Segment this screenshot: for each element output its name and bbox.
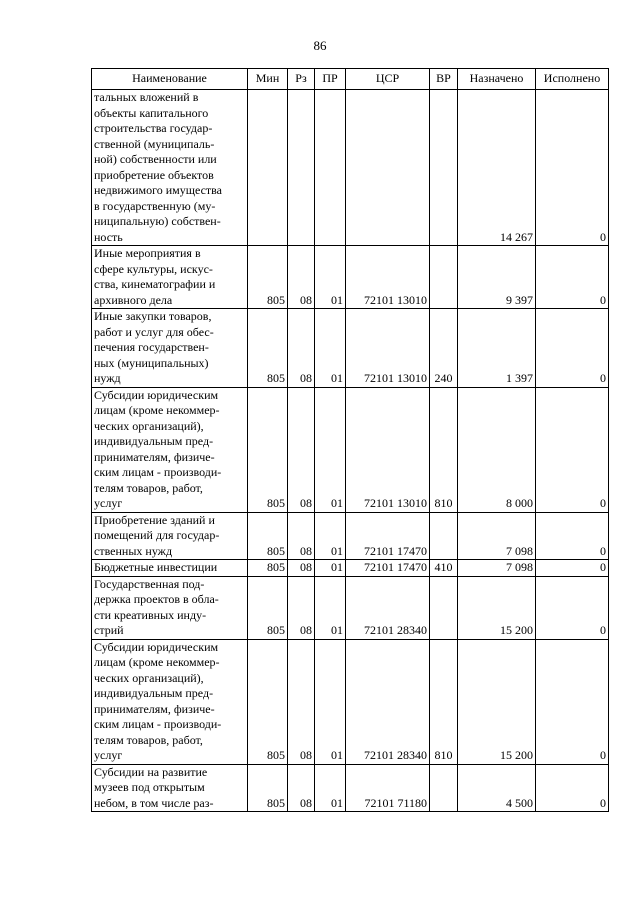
cell-name-line: Бюджетные инвестиции — [94, 560, 218, 574]
header-rz: Рз — [288, 69, 315, 90]
cell-name-line: ственных нужд — [94, 543, 173, 558]
table-row — [92, 246, 609, 309]
cell-executed: 0 — [536, 387, 609, 512]
cell-min: 805 — [248, 576, 288, 639]
cell-name-line: приобретение объектов — [94, 167, 214, 182]
cell-min: 805 — [248, 512, 288, 560]
cell-name-line: лицам (кроме некоммер- — [94, 403, 220, 417]
cell-csr: 72101 13010 — [346, 387, 430, 512]
cell-executed: 0 — [536, 576, 609, 639]
cell-name-line: держка проектов в обла- — [94, 592, 219, 606]
cell-pr: 01 — [315, 764, 346, 812]
cell-executed: 0 — [536, 309, 609, 388]
cell-name-line: Субсидии юридическим — [94, 639, 219, 654]
cell-csr: 72101 13010 — [346, 309, 430, 388]
cell-vr — [430, 246, 458, 309]
cell-assigned: 9 397 — [458, 246, 536, 309]
cell-vr — [430, 90, 458, 246]
cell-csr: 72101 17470 — [346, 560, 430, 577]
cell-name-line: печения государствен- — [94, 340, 209, 354]
cell-pr: 01 — [315, 309, 346, 388]
cell-name-line: принимателям, физиче- — [94, 701, 215, 716]
cell-name-line: нужд — [94, 371, 121, 385]
cell-name-line: услуг — [94, 748, 123, 762]
cell-name-line: Субсидии на развитие — [94, 764, 208, 779]
cell-min: 805 — [248, 639, 288, 764]
cell-name-line: телям товаров, работ, — [94, 732, 203, 747]
cell-name — [92, 560, 248, 577]
cell-name-line: Государственная под- — [94, 576, 205, 591]
cell-pr: 01 — [315, 387, 346, 512]
cell-name-line: помещений для государ- — [94, 528, 220, 542]
cell-name — [92, 639, 248, 764]
cell-rz: 08 — [288, 309, 315, 388]
cell-name-line: сти креативных инду- — [94, 607, 207, 622]
cell-name-line: ных (муниципальных) — [94, 355, 209, 370]
cell-executed: 0 — [536, 560, 609, 577]
cell-assigned: 1 397 — [458, 309, 536, 388]
cell-min: 805 — [248, 246, 288, 309]
cell-executed: 0 — [536, 90, 609, 246]
cell-rz: 08 — [288, 576, 315, 639]
cell-name-line: ность — [94, 229, 123, 244]
cell-rz: 08 — [288, 387, 315, 512]
header-executed: Исполнено — [536, 69, 609, 90]
cell-name-line: музеев под открытым — [94, 780, 205, 794]
cell-name-line: тальных вложений в — [94, 90, 199, 104]
cell-name-line: Приобретение зданий и — [94, 512, 215, 527]
cell-executed: 0 — [536, 764, 609, 812]
header-assigned: Назначено — [458, 69, 536, 90]
cell-assigned: 15 200 — [458, 576, 536, 639]
table-row — [92, 512, 609, 560]
cell-rz — [288, 90, 315, 246]
cell-vr: 240 — [430, 309, 458, 388]
cell-csr: 72101 17470 — [346, 512, 430, 560]
cell-assigned: 4 500 — [458, 764, 536, 812]
cell-name-line: индивидуальным пред- — [94, 686, 214, 700]
header-name: Наименование — [92, 69, 248, 90]
page-number: 86 — [313, 38, 327, 53]
table-row — [92, 639, 609, 764]
cell-rz: 08 — [288, 246, 315, 309]
header-csr: ЦСР — [346, 69, 430, 90]
cell-assigned: 7 098 — [458, 512, 536, 560]
cell-name — [92, 764, 248, 812]
cell-name-line: строительства государ- — [94, 121, 213, 135]
budget-table — [91, 68, 609, 812]
table-row — [92, 90, 609, 246]
cell-rz: 08 — [288, 512, 315, 560]
cell-name-line: принимателям, физиче- — [94, 449, 215, 464]
cell-csr: 72101 28340 — [346, 576, 430, 639]
cell-csr: 72101 13010 — [346, 246, 430, 309]
cell-csr: 72101 71180 — [346, 764, 430, 812]
cell-rz: 08 — [288, 764, 315, 812]
table-row — [92, 387, 609, 512]
cell-name — [92, 309, 248, 388]
cell-name — [92, 512, 248, 560]
cell-min: 805 — [248, 764, 288, 812]
cell-name-line: ским лицам - производи- — [94, 465, 222, 479]
cell-assigned: 8 000 — [458, 387, 536, 512]
cell-name-line: архивного дела — [94, 292, 173, 307]
cell-name — [92, 387, 248, 512]
table-row — [92, 576, 609, 639]
cell-name-line: Иные закупки товаров, — [94, 309, 212, 323]
header-min: Мин — [248, 69, 288, 90]
cell-csr: 72101 28340 — [346, 639, 430, 764]
cell-min — [248, 90, 288, 246]
cell-pr: 01 — [315, 639, 346, 764]
cell-rz: 08 — [288, 639, 315, 764]
header-vr: ВР — [430, 69, 458, 90]
header-pr: ПР — [315, 69, 346, 90]
table-row — [92, 764, 609, 812]
table-body — [92, 90, 609, 812]
cell-executed: 0 — [536, 246, 609, 309]
table-header-row — [92, 69, 609, 90]
cell-name-line: ниципальную) собствен- — [94, 214, 221, 228]
cell-pr: 01 — [315, 246, 346, 309]
cell-pr: 01 — [315, 560, 346, 577]
cell-name-line: ским лицам - производи- — [94, 717, 222, 731]
cell-name-line: индивидуальным пред- — [94, 434, 214, 448]
cell-name-line: в государственную (му- — [94, 198, 216, 213]
table-row — [92, 309, 609, 388]
cell-vr — [430, 764, 458, 812]
cell-name-line: ческих организаций), — [94, 670, 204, 685]
cell-executed: 0 — [536, 639, 609, 764]
cell-name-line: лицам (кроме некоммер- — [94, 655, 220, 669]
cell-vr: 810 — [430, 639, 458, 764]
cell-name-line: ства, кинематографии и — [94, 277, 216, 291]
cell-name-line: работ и услуг для обес- — [94, 324, 214, 339]
cell-min: 805 — [248, 560, 288, 577]
cell-name-line: Иные мероприятия в — [94, 246, 201, 260]
cell-vr — [430, 512, 458, 560]
cell-name — [92, 246, 248, 309]
cell-pr — [315, 90, 346, 246]
cell-name-line: ной) собственности или — [94, 152, 217, 166]
cell-name-line: объекты капитального — [94, 105, 209, 120]
table-row — [92, 560, 609, 577]
cell-assigned: 14 267 — [458, 90, 536, 246]
cell-rz: 08 — [288, 560, 315, 577]
cell-csr — [346, 90, 430, 246]
cell-min: 805 — [248, 387, 288, 512]
cell-vr: 410 — [430, 560, 458, 577]
cell-assigned: 7 098 — [458, 560, 536, 577]
cell-executed: 0 — [536, 512, 609, 560]
cell-name-line: недвижимого имущества — [94, 183, 222, 197]
cell-name-line: ственной (муниципаль- — [94, 136, 215, 151]
cell-name — [92, 90, 248, 246]
cell-name — [92, 576, 248, 639]
cell-pr: 01 — [315, 576, 346, 639]
cell-name-line: ческих организаций), — [94, 418, 204, 433]
cell-name-line: сфере культуры, искус- — [94, 261, 213, 276]
cell-name-line: Субсидии юридическим — [94, 387, 219, 402]
cell-vr — [430, 576, 458, 639]
cell-assigned: 15 200 — [458, 639, 536, 764]
cell-name-line: телям товаров, работ, — [94, 480, 203, 495]
cell-vr: 810 — [430, 387, 458, 512]
cell-name-line: небом, в том числе раз- — [94, 795, 214, 810]
cell-min: 805 — [248, 309, 288, 388]
cell-name-line: услуг — [94, 496, 123, 510]
cell-name-line: стрий — [94, 623, 124, 637]
cell-pr: 01 — [315, 512, 346, 560]
